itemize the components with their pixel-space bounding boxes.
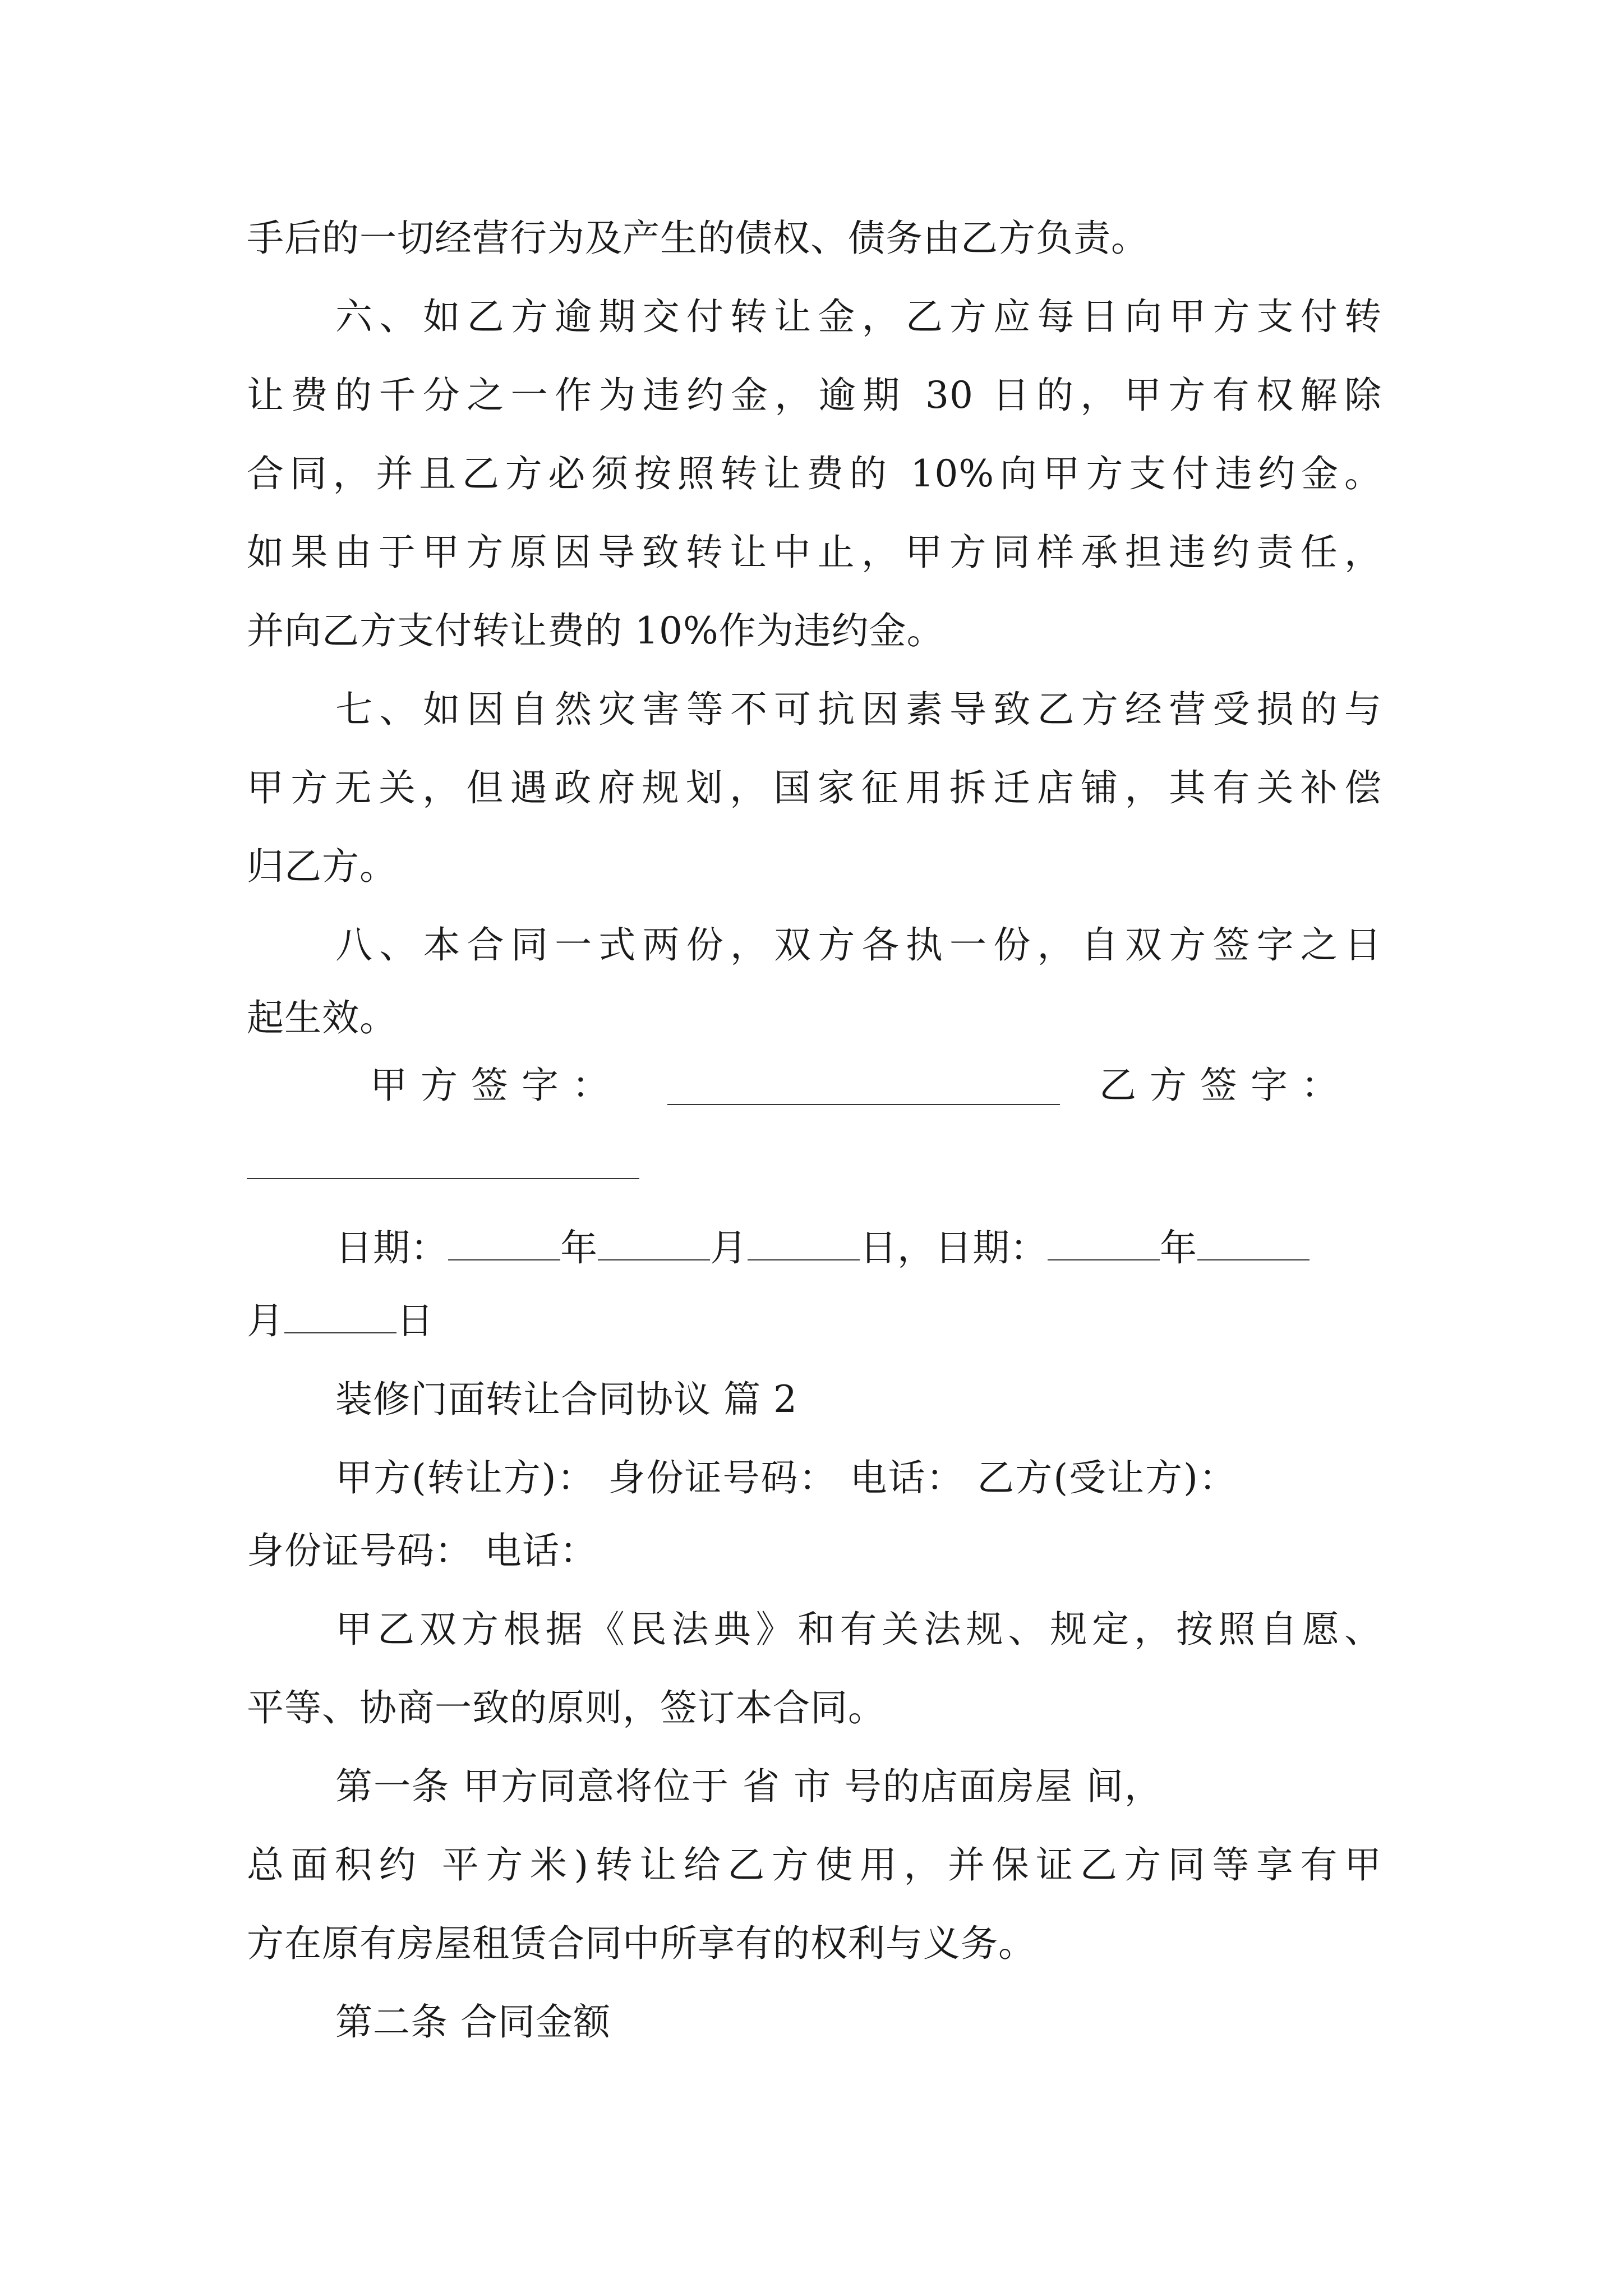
date-row-continued xyxy=(247,1296,434,1346)
section-title: 装修门面转让合同协议 篇 2 xyxy=(335,1378,797,1421)
date-row xyxy=(335,1223,1310,1273)
date-label-b: 日期： xyxy=(935,1226,1048,1269)
month-blank-a[interactable] xyxy=(598,1227,710,1260)
party-b-signature-label: 乙方签字： xyxy=(1099,1064,1352,1107)
party-b-signature-line[interactable] xyxy=(247,1178,639,1179)
clause-six-line: 合同，并且乙方必须按照转让费的 10%向甲方支付违约金。 xyxy=(247,452,1382,495)
article-one-line: 总面积约 平方米)转让给乙方使用，并保证乙方同等享有甲 xyxy=(247,1843,1382,1887)
month-blank-b-start[interactable] xyxy=(1197,1227,1310,1260)
party-a-signature-label: 甲方签字： xyxy=(370,1064,623,1107)
clause-seven-line: 甲方无关，但遇政府规划，国家征用拆迁店铺，其有关补偿 xyxy=(247,766,1382,809)
intro-line: 平等、协商一致的原则，签订本合同。 xyxy=(247,1686,886,1729)
article-two-title: 第二条 合同金额 xyxy=(335,2000,611,2044)
intro-line: 甲乙双方根据《民法典》和有关法规、规定，按照自愿、 xyxy=(335,1608,1382,1651)
clause-six-line: 如果由于甲方原因导致转让中止，甲方同样承担违约责任， xyxy=(247,531,1382,574)
year-label-a: 年 xyxy=(560,1226,598,1269)
clause-six-line: 并向乙方支付转让费的 10%作为违约金。 xyxy=(247,609,944,652)
year-label-b: 年 xyxy=(1160,1226,1197,1269)
day-blank-a[interactable] xyxy=(748,1227,860,1260)
article-one-line: 方在原有房屋租赁合同中所享有的权利与义务。 xyxy=(247,1922,1036,1965)
year-blank-b[interactable] xyxy=(1048,1227,1160,1260)
day-blank-b[interactable] xyxy=(284,1300,396,1333)
date-label-a: 日期： xyxy=(335,1226,448,1269)
article-one-line: 第一条 甲方同意将位于 省 市 号的店面房屋 间， xyxy=(335,1765,1163,1808)
parties-line: 甲方(转让方)： 身份证号码： 电话： 乙方(受让方)： xyxy=(335,1456,1237,1499)
clause-six-line: 六、如乙方逾期交付转让金，乙方应每日向甲方支付转 xyxy=(335,295,1382,338)
clause-seven-line: 归乙方。 xyxy=(247,845,397,888)
month-label-b: 月 xyxy=(247,1299,284,1342)
paragraph-line: 手后的一切经营行为及产生的债权、债务由乙方负责。 xyxy=(247,217,1149,260)
clause-eight-line: 起生效。 xyxy=(247,996,397,1039)
clause-seven-line: 七、如因自然灾害等不可抗因素导致乙方经营受损的与 xyxy=(335,688,1382,731)
day-label-b: 日 xyxy=(396,1299,434,1342)
year-blank-a[interactable] xyxy=(448,1227,560,1260)
parties-line: 身份证号码： 电话： xyxy=(247,1529,597,1572)
clause-six-line: 让费的千分之一作为违约金，逾期 30 日的，甲方有权解除 xyxy=(247,374,1382,417)
month-label-a: 月 xyxy=(710,1226,748,1269)
clause-eight-line: 八、本合同一式两份，双方各执一份，自双方签字之日 xyxy=(335,923,1382,967)
date-separator: ， xyxy=(897,1226,935,1269)
party-a-signature-line[interactable] xyxy=(667,1104,1060,1105)
day-label-a: 日 xyxy=(860,1226,897,1269)
